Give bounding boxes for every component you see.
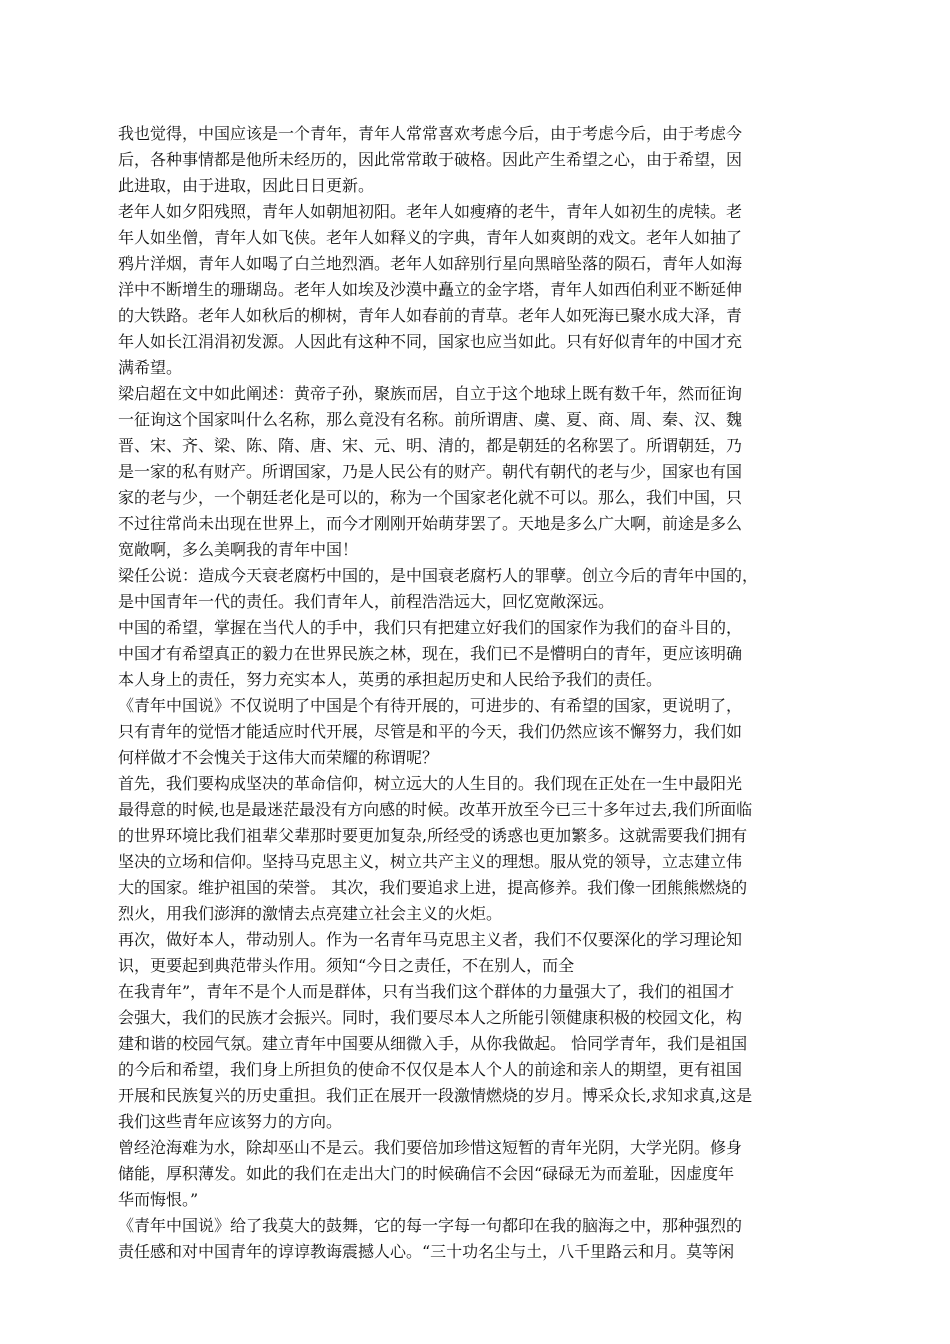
text-line: 梁启超在文中如此阐述：黄帝子孙，聚族而居，自立于这个地球上既有数千年，然而征询 (118, 384, 743, 403)
text-line: 中国才有希望真正的毅力在世界民族之林，现在，我们已不是懵明白的青年，更应该明确 (118, 644, 743, 663)
text-line: 是一家的私有财产。所谓国家，乃是人民公有的财产。朝代有朝代的老与少，国家也有国 (118, 462, 743, 481)
text-line: 是中国青年一代的责任。我们青年人，前程浩浩远大，回忆宽敞深远。 (118, 592, 615, 611)
text-line: 会强大，我们的民族才会振兴。同时，我们要尽本人之所能引领健康积极的校园文化，构 (118, 1008, 743, 1027)
text-line: 《青年中国说》不仅说明了中国是个有待开展的，可进步的、有希望的国家，更说明了， (118, 696, 743, 715)
text-line: 老年人如夕阳残照，青年人如朝旭初阳。老年人如瘦瘠的老牛，青年人如初生的虎犊。老 (118, 202, 743, 221)
text-line: 年人如坐僧，青年人如飞侠。老年人如释义的字典，青年人如爽朗的戏文。老年人如抽了 (118, 228, 743, 247)
text-line: 我也觉得，中国应该是一个青年，青年人常常喜欢考虑今后，由于考虑今后，由于考虑今 (118, 124, 743, 143)
text-line: 储能，厚积薄发。如此的我们在走出大门的时候确信不会因“碌碌无为而羞耻，因虚度年 (118, 1164, 735, 1183)
text-line: 责任感和对中国青年的谆谆教诲震撼人心。“三十功名尘与土，八千里路云和月。莫等闲 (118, 1242, 735, 1261)
text-line: 本人身上的责任，努力充实本人，英勇的承担起历史和人民给予我们的责任。 (118, 670, 663, 689)
text-line: 曾经沧海难为水，除却巫山不是云。我们要倍加珍惜这短暂的青年光阴，大学光阴。修身 (118, 1138, 743, 1157)
text-line: 首先，我们要构成坚决的革命信仰，树立远大的人生目的。我们现在正处在一生中最阳光 (118, 774, 743, 793)
document-body (118, 121, 834, 1265)
text-line: 烈火，用我们澎湃的激情去点亮建立社会主义的火炬。 (118, 904, 503, 923)
text-line: 再次，做好本人，带动别人。作为一名青年马克思主义者，我们不仅要深化的学习理论知 (118, 930, 743, 949)
text-line: 后，各种事情都是他所未经历的，因此常常敢于破格。因此产生希望之心，由于希望，因 (118, 150, 743, 169)
text-line: 识，更要起到典范带头作用。须知“今日之责任，不在别人，而全 (118, 956, 575, 975)
text-line: 只有青年的觉悟才能适应时代开展，尽管是和平的今天，我们仍然应该不懈努力，我们如 (118, 722, 743, 741)
text-line: 的大铁路。老年人如秋后的柳树，青年人如春前的青草。老年人如死海已聚水成大泽，青 (118, 306, 743, 325)
text-line: 年人如长江涓涓初发源。人因此有这种不同，国家也应当如此。只有好似青年的中国才充 (118, 332, 743, 351)
text-line: 的世界环境比我们祖辈父辈那时要更加复杂,所经受的诱惑也更加繁多。这就需要我们拥有 (118, 826, 748, 845)
text-line: 满希望。 (118, 358, 183, 377)
text-line: 在我青年”，青年不是个人而是群体，只有当我们这个群体的力量强大了，我们的祖国才 (118, 982, 735, 1001)
text-line: 中国的希望，掌握在当代人的手中，我们只有把建立好我们的国家作为我们的奋斗目的， (118, 618, 743, 637)
text-line: 一征询这个国家叫什么名称，那么竟没有名称。前所谓唐、虞、夏、商、周、秦、汉、魏 (118, 410, 743, 429)
text-line: 建和谐的校园气氛。建立青年中国要从细微入手，从你我做起。 恰同学青年，我们是祖国 (118, 1034, 748, 1053)
text-line: 梁任公说：造成今天衰老腐朽中国的，是中国衰老腐朽人的罪孽。创立今后的青年中国的， (118, 566, 759, 585)
text-line: 坚决的立场和信仰。坚持马克思主义，树立共产主义的理想。服从党的领导，立志建立伟 (118, 852, 743, 871)
text-line: 何样做才不会愧关于这伟大而荣耀的称谓呢？ (118, 748, 439, 767)
text-line: 大的国家。维护祖国的荣誉。 其次，我们要追求上进，提高修养。我们像一团熊熊燃烧的 (118, 878, 748, 897)
text-line: 不过往常尚未出现在世界上，而今才刚刚开始萌芽罢了。天地是多么广大啊，前途是多么 (118, 514, 743, 533)
text-line: 华而悔恨。” (118, 1190, 199, 1209)
text-line: 最得意的时候,也是最迷茫最没有方向感的时候。改革开放至今已三十多年过去,我们所面临 (118, 800, 753, 819)
text-line: 洋中不断增生的珊瑚岛。老年人如埃及沙漠中矗立的金字塔，青年人如西伯利亚不断延伸 (118, 280, 743, 299)
text-line: 开展和民族复兴的历史重担。我们正在展开一段激情燃烧的岁月。博采众长,求知求真,这是 (118, 1086, 753, 1105)
text-line: 宽敞啊，多么美啊我的青年中国！ (118, 540, 359, 559)
text-line: 此进取，由于进取，因此日日更新。 (118, 176, 375, 195)
text-line: 的今后和希望，我们身上所担负的使命不仅仅是本人个人的前途和亲人的期望，更有祖国 (118, 1060, 743, 1079)
text-line: 家的老与少，一个朝廷老化是可以的，称为一个国家老化就不可以。那么，我们中国，只 (118, 488, 743, 507)
text-line: 晋、宋、齐、梁、陈、隋、唐、宋、元、明、清的，都是朝廷的名称罢了。所谓朝廷，乃 (118, 436, 743, 455)
text-line: 《青年中国说》给了我莫大的鼓舞，它的每一字每一句都印在我的脑海之中，那种强烈的 (118, 1216, 743, 1235)
text-line: 鸦片洋烟，青年人如喝了白兰地烈酒。老年人如辞别行星向黑暗坠落的陨石，青年人如海 (118, 254, 743, 273)
text-line: 我们这些青年应该努力的方向。 (118, 1112, 343, 1131)
